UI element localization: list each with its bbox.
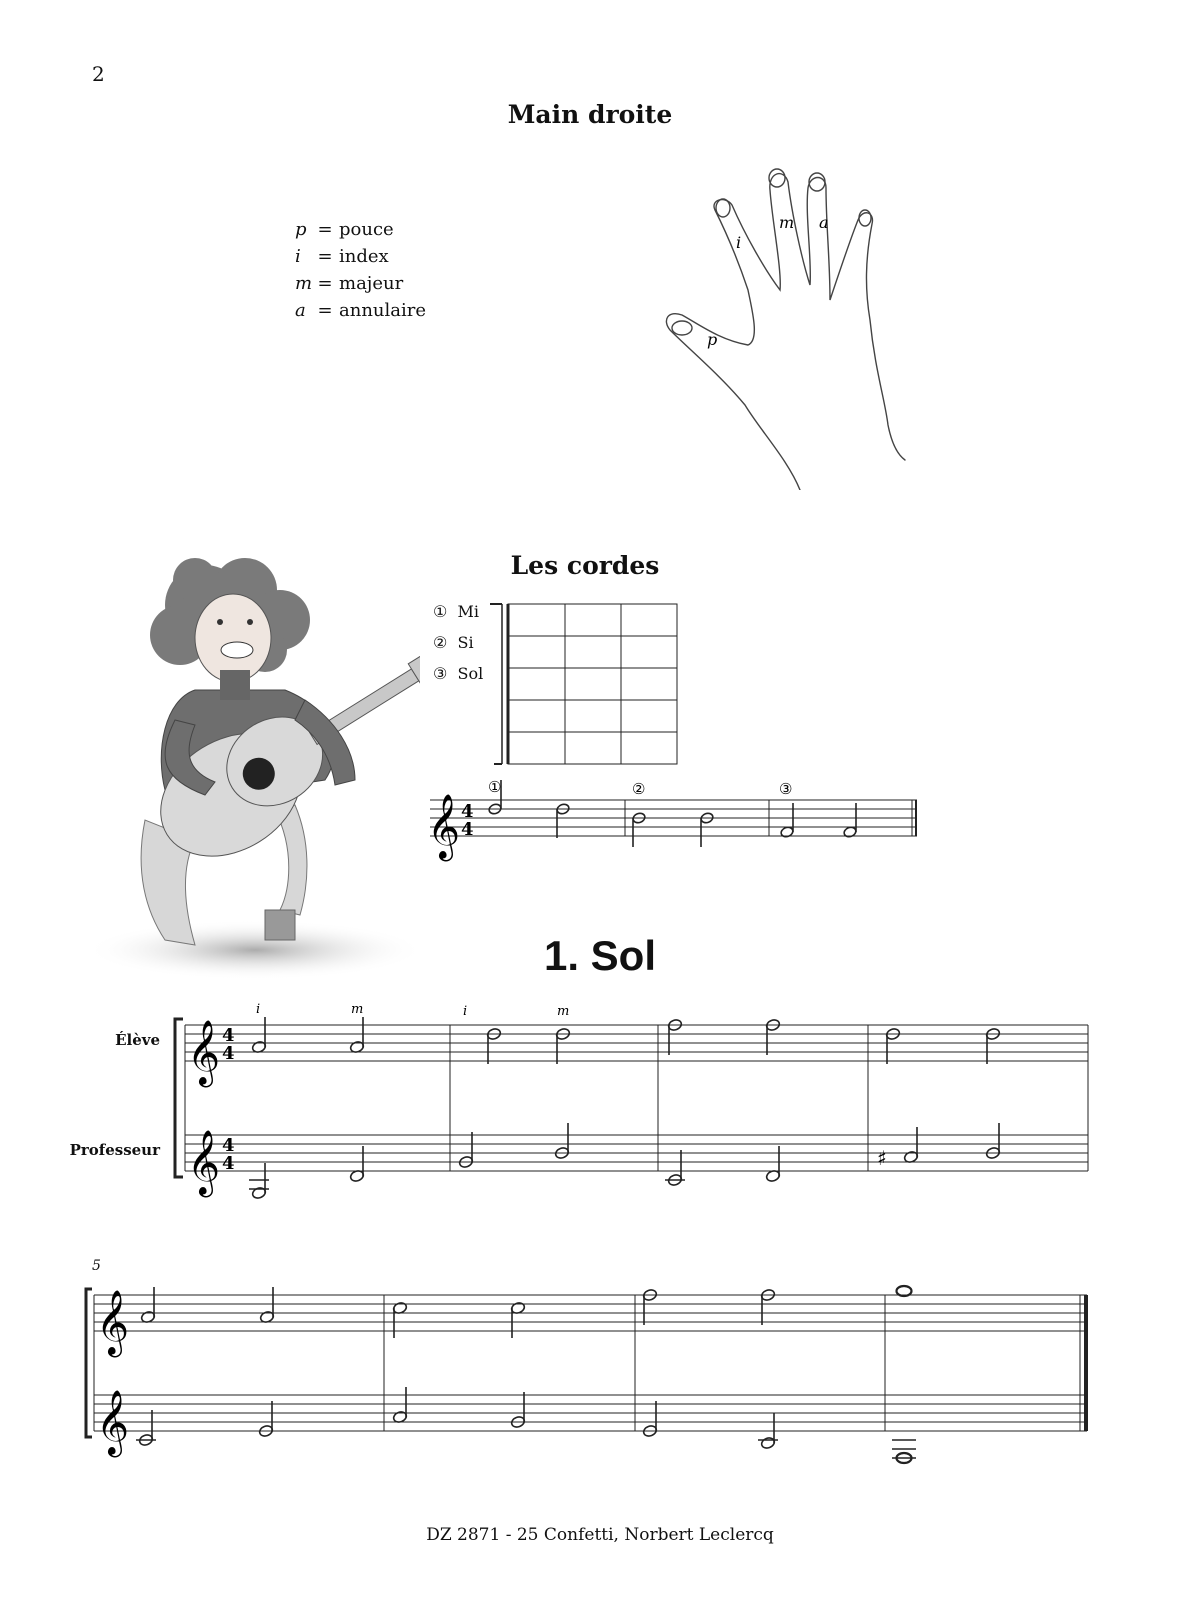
string-item-sol <box>433 658 483 689</box>
staff-label-teacher: Professeur <box>69 1141 160 1159</box>
finger-label-a: a <box>819 213 829 232</box>
finger-label-i: i <box>736 233 742 252</box>
treble-clef-icon: 𝄞 <box>427 794 461 859</box>
sharp-icon: ♯ <box>877 1146 887 1170</box>
hand-illustration <box>660 160 920 490</box>
legend-equals: = <box>317 246 333 267</box>
strings-title: Les cordes <box>510 551 660 580</box>
piece-title: 1. Sol <box>543 932 657 979</box>
treble-clef-icon: 𝄞 <box>96 1390 130 1455</box>
treble-clef-icon: 𝄞 <box>187 1130 221 1195</box>
string-list <box>433 596 483 689</box>
legend-equals: = <box>317 219 333 240</box>
string-mark-2: ② <box>632 780 646 798</box>
string-name: Si <box>457 633 474 652</box>
string-name: Sol <box>457 664 484 683</box>
legend-row-annulaire <box>295 297 426 324</box>
string-item-si <box>433 627 483 658</box>
legend-symbol: m <box>295 273 313 294</box>
legend-name: majeur <box>339 273 404 294</box>
legend-symbol: p <box>295 219 307 240</box>
legend-name: annulaire <box>339 300 427 321</box>
score-system-2 <box>82 1270 1092 1480</box>
string-number: ③ <box>433 664 448 683</box>
fingering-mark: m <box>557 1004 570 1019</box>
finger-label-m: m <box>779 213 795 232</box>
guitarist-illustration <box>85 550 420 985</box>
time-signature-top: 4 <box>461 801 474 822</box>
string-mark-1: ① <box>488 778 502 796</box>
score-system-1 <box>165 995 1100 1205</box>
fingering-mark: m <box>351 1002 364 1017</box>
treble-clef-icon: 𝄞 <box>187 1020 221 1085</box>
time-signature-top: 4 <box>222 1135 235 1156</box>
string-number: ② <box>433 633 448 652</box>
time-signature-top: 4 <box>222 1025 235 1046</box>
time-signature-bottom: 4 <box>222 1043 235 1064</box>
string-item-mi <box>433 596 483 627</box>
fretboard-diagram <box>488 600 688 770</box>
fingering-mark: i <box>256 1002 261 1017</box>
string-number: ① <box>433 602 448 621</box>
legend-row-index <box>295 243 426 270</box>
legend-name: index <box>339 246 389 267</box>
time-signature-bottom: 4 <box>222 1153 235 1174</box>
string-mark-3: ③ <box>779 780 793 798</box>
staff-label-student: Élève <box>115 1031 160 1049</box>
legend-equals: = <box>317 273 333 294</box>
legend-equals: = <box>317 300 333 321</box>
legend-symbol: a <box>295 300 306 321</box>
finger-legend <box>295 216 426 324</box>
legend-row-majeur <box>295 270 426 297</box>
finger-label-p: p <box>707 330 718 349</box>
legend-row-pouce <box>295 216 426 243</box>
legend-name: pouce <box>339 219 394 240</box>
strings-staff <box>425 775 925 865</box>
right-hand-title: Main droite <box>507 100 673 129</box>
time-signature-bottom: 4 <box>461 819 474 840</box>
measure-number: 5 <box>92 1258 101 1274</box>
footer-credit: DZ 2871 - 25 Confetti, Norbert Leclercq <box>426 1525 774 1545</box>
legend-symbol: i <box>295 246 301 267</box>
treble-clef-icon: 𝄞 <box>96 1290 130 1355</box>
string-name: Mi <box>457 602 480 621</box>
fingering-mark: i <box>463 1004 468 1019</box>
page-number: 2 <box>92 62 105 86</box>
